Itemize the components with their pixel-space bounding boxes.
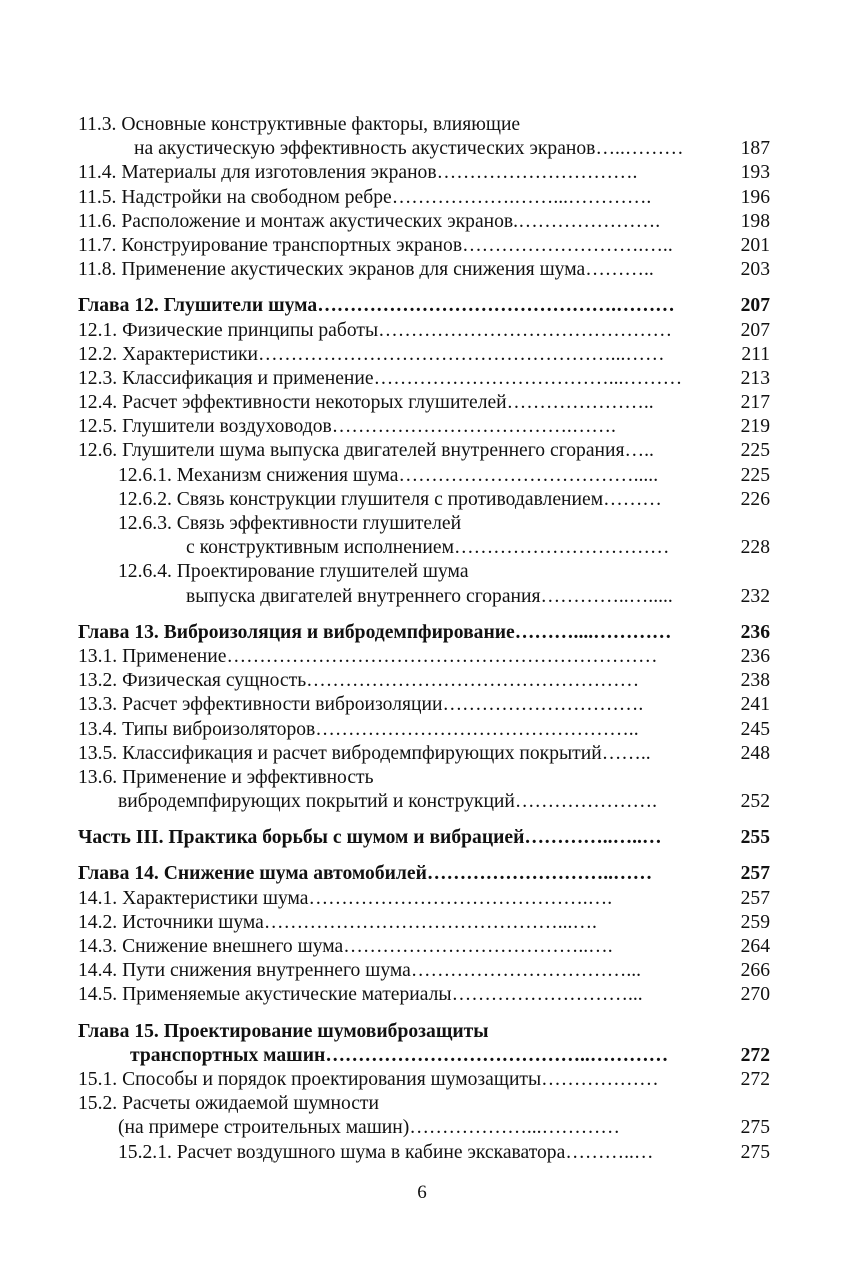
toc-leader-dots: …..: [624, 440, 654, 462]
toc-leader-dots: …………………………………………………………: [226, 645, 658, 667]
toc-entry-13-6-cont: [78, 790, 770, 814]
toc-entry-11-3-cont: [78, 137, 770, 161]
toc-entry-11-7: [78, 234, 770, 258]
toc-page-number: 272: [740, 1068, 770, 1090]
toc-page-number: 226: [740, 488, 770, 510]
toc-entry-title: (на примере строительных машин): [118, 1117, 410, 1139]
section-gap: [78, 814, 770, 826]
toc-entry-14-1: [78, 887, 770, 911]
toc-page-number: 198: [740, 210, 770, 232]
toc-entry-13-4: [78, 718, 770, 742]
toc-leader-dots: ……………………………….....: [398, 464, 659, 486]
section-gap: [78, 609, 770, 621]
toc-entry-title: 13.5. Классификация и расчет вибродемпфирующих покрытий: [78, 742, 602, 764]
toc-chapter-title: Глава 13. Виброизоляция и вибродемпфирование: [78, 621, 515, 643]
toc-entry-11-3: [78, 113, 770, 137]
toc-page-number: 266: [740, 960, 770, 982]
toc-entry-title: 14.1. Характеристики шума: [78, 887, 309, 909]
toc-entry-15-1: [78, 1068, 770, 1092]
toc-entry-title: 11.7. Конструирование транспортных экранов: [78, 234, 463, 256]
toc-page-number: 275: [740, 1117, 770, 1139]
toc-entry-title: 11.6. Расположение и монтаж акустических экранов.: [78, 210, 519, 232]
toc-entry-title: выпуска двигателей внутреннего сгорания: [186, 585, 541, 607]
toc-entry-14-5: [78, 983, 770, 1007]
toc-page-number: 255: [740, 827, 770, 849]
toc-entry-13-6: [78, 766, 770, 790]
toc-entry-title: 15.2.1. Расчет воздушного шума в кабине экскаватора: [118, 1141, 566, 1163]
toc-leader-dots: ………………………..……: [426, 863, 653, 885]
toc-leader-dots: ………..…: [565, 1141, 654, 1163]
toc-page-number: 187: [740, 138, 770, 160]
toc-leader-dots: ………………………...: [451, 984, 643, 1006]
toc-entry-title: 12.6.2. Связь конструкции глушителя с противодавлением: [118, 488, 604, 510]
toc-page-number: 232: [740, 585, 770, 607]
toc-leader-dots: ……………………….…..: [462, 234, 673, 256]
toc-page-number: 207: [740, 319, 770, 341]
toc-entry-12-6-3: [78, 512, 770, 536]
toc-part-3: [78, 826, 770, 850]
toc-page-number: 225: [740, 464, 770, 486]
toc-part-title: Часть III. Практика борьбы с шумом и вибрацией: [78, 827, 525, 849]
toc-entry-14-4: [78, 959, 770, 983]
toc-leader-dots: …………………..: [506, 392, 654, 414]
toc-entry-13-1: [78, 645, 770, 669]
toc-leader-dots: ……………….……...………….: [391, 186, 652, 208]
toc-page-number: 257: [740, 887, 770, 909]
toc-page-number: 245: [740, 718, 770, 740]
toc-page-number: 270: [740, 984, 770, 1006]
toc-entry-title: с конструктивным исполнением: [186, 537, 454, 559]
toc-entry-title: 12.1. Физические принципы работы: [78, 319, 379, 341]
toc-entry-title: 14.3. Снижение внешнего шума: [78, 936, 344, 957]
toc-chapter-12: [78, 294, 770, 318]
toc-entry-12-1: [78, 319, 770, 343]
section-gap: [78, 850, 770, 862]
toc-leader-dots: ………………………………………: [378, 319, 673, 341]
section-gap: [78, 1008, 770, 1020]
toc-page-number: 241: [740, 694, 770, 716]
toc-page-number: 272: [740, 1044, 770, 1066]
toc-leader-dots: ………………………………………………...……: [257, 343, 665, 365]
toc-chapter-title: Глава 12. Глушители шума: [78, 295, 318, 317]
toc-page-number: 217: [740, 392, 770, 414]
toc-leader-dots: ………………...…………: [409, 1117, 620, 1139]
toc-leader-dots: …..………: [595, 138, 684, 160]
toc-leader-dots: ………....…………: [514, 621, 672, 643]
section-gap: [78, 282, 770, 294]
toc-entry-title: 11.5. Надстройки на свободном ребре: [78, 186, 392, 208]
toc-page-number: 213: [740, 367, 770, 389]
toc-entry-title: 15.1. Способы и порядок проектирования шумозащиты: [78, 1068, 542, 1090]
toc-entry-title: 13.2. Физическая сущность: [78, 670, 307, 692]
toc-leader-dots: ………………….: [518, 210, 661, 232]
toc-entry-title: 12.4. Расчет эффективности некоторых глушителей: [78, 392, 507, 414]
toc-chapter-15: [78, 1020, 770, 1044]
toc-leader-dots: ………: [603, 488, 662, 510]
toc-entry-title: 12.5. Глушители воздуховодов: [78, 416, 332, 438]
toc-entry-12-5: [78, 415, 770, 439]
toc-entry-11-8: [78, 258, 770, 282]
toc-leader-dots: …………………………………….….: [308, 887, 613, 909]
toc-entry-12-6: [78, 439, 770, 463]
toc-entry-title: 12.6.3. Связь эффективности глушителей: [118, 513, 462, 534]
toc-entry-12-3: [78, 367, 770, 391]
toc-page-number: 238: [740, 670, 770, 692]
toc-chapter-title: Глава 14. Снижение шума автомобилей: [78, 863, 427, 885]
toc-entry-12-6-2: [78, 488, 770, 512]
toc-entry-11-5: [78, 186, 770, 210]
toc-leader-dots: ……………………………: [453, 537, 670, 559]
toc-entry-13-5: [78, 742, 770, 766]
toc-entry-title: 12.2. Характеристики: [78, 343, 258, 365]
toc-leader-dots: ………..: [585, 259, 654, 281]
toc-entry-12-2: [78, 343, 770, 367]
toc-leader-dots: ………………………………...………: [373, 367, 683, 389]
toc-entry-title: 13.3. Расчет эффективности виброизоляции: [78, 694, 443, 716]
toc-page-number: 201: [740, 234, 770, 256]
toc-leader-dots: ……………………………….…….: [331, 416, 616, 438]
toc-entry-15-2: [78, 1092, 770, 1116]
toc-page-number: 207: [740, 295, 770, 317]
toc-page-number: 248: [740, 742, 770, 764]
toc-entry-title: 12.6.1. Механизм снижения шума: [118, 464, 399, 486]
page-number: 6: [417, 1182, 427, 1203]
toc-page-number: 264: [740, 936, 770, 957]
toc-page-number: 252: [740, 791, 770, 813]
toc-page-number: 203: [740, 259, 770, 281]
toc-entry-15-2-1: [78, 1141, 770, 1165]
toc-entry-13-2: [78, 669, 770, 693]
toc-page-number: 259: [740, 911, 770, 933]
toc-entry-title: 12.3. Классификация и применение: [78, 367, 374, 389]
toc-entry-14-2: [78, 911, 770, 935]
toc-page-number: 211: [741, 343, 770, 365]
toc-chapter-14: [78, 862, 770, 886]
toc-entry-title: 13.1. Применение: [78, 645, 227, 667]
toc-leader-dots: ………………………………………...….: [263, 911, 597, 933]
toc-page-number: 236: [740, 621, 770, 643]
toc-entry-title: 11.3. Основные конструктивные факторы, влияющие: [78, 114, 521, 135]
toc-leader-dots: ……..: [601, 742, 651, 764]
toc-chapter-title: транспортных машин: [130, 1044, 326, 1066]
toc-page-number: 257: [740, 863, 770, 885]
toc-page-number: 236: [740, 645, 770, 667]
toc-leader-dots: …………………………………………..: [315, 718, 639, 740]
toc-entry-title: 14.4. Пути снижения внутреннего шума: [78, 960, 411, 982]
toc-page-number: 225: [740, 440, 770, 462]
toc-leader-dots: …………..…..…: [524, 827, 662, 849]
toc-leader-dots: ………………: [541, 1068, 659, 1090]
toc-entry-12-4: [78, 391, 770, 415]
toc-entry-title: 14.2. Источники шума: [78, 911, 264, 933]
toc-chapter-15-cont: [78, 1044, 770, 1068]
toc-entry-title: 12.6.4. Проектирование глушителей шума: [118, 561, 469, 583]
toc-entry-12-6-3-cont: [78, 536, 770, 560]
toc-entry-title: 13.4. Типы виброизоляторов: [78, 718, 316, 740]
toc-chapter-title: Глава 15. Проектирование шумовиброзащиты: [78, 1020, 489, 1042]
toc-leader-dots: ………………………….: [442, 694, 644, 716]
toc-entry-title: на акустическую эффективность акустических экранов: [134, 138, 596, 160]
toc-entry-13-3: [78, 693, 770, 717]
toc-entry-title: 11.8. Применение акустических экранов для снижения шума: [78, 259, 586, 281]
toc-entry-title: 11.4. Материалы для изготовления экранов: [78, 162, 437, 184]
toc-entry-12-6-1: [78, 464, 770, 488]
toc-entry-title: вибродемпфирующих покрытий и конструкций: [118, 791, 515, 813]
toc-page-number: 219: [740, 416, 770, 438]
toc-leader-dots: ………………………………..….: [343, 936, 613, 957]
toc-entry-title: 15.2. Расчеты ожидаемой шумности: [78, 1093, 379, 1115]
toc-entry-title: 14.5. Применяемые акустические материалы: [78, 984, 452, 1006]
toc-page-number: 275: [740, 1141, 770, 1163]
toc-entry-11-6: [78, 210, 770, 234]
toc-leader-dots: …………………………………..…………: [325, 1044, 669, 1066]
toc-entry-14-3: [78, 935, 770, 959]
toc-leader-dots: …………..….....: [540, 585, 673, 607]
toc-chapter-13: [78, 621, 770, 645]
toc-leader-dots: ………………………….: [436, 162, 638, 184]
toc-entry-15-2-cont: [78, 1116, 770, 1140]
toc-entry-12-6-4: [78, 560, 770, 584]
toc-entry-title: 13.6. Применение и эффективность: [78, 766, 374, 788]
toc-entry-title: 12.6. Глушители шума выпуска двигателей внутреннего сгорания: [78, 440, 625, 462]
toc-leader-dots: ……………………………...: [410, 960, 642, 982]
toc-entry-12-6-4-cont: [78, 585, 770, 609]
toc-leader-dots: ……………………………………….………: [317, 295, 675, 317]
toc-leader-dots: ……………………………………………: [306, 670, 640, 692]
toc-entry-11-4: [78, 161, 770, 185]
toc-leader-dots: ………………….: [514, 791, 657, 813]
table-of-contents: [78, 113, 770, 1165]
toc-page-number: 193: [740, 162, 770, 184]
toc-page-number: 196: [740, 186, 770, 208]
toc-page-number: 228: [740, 537, 770, 559]
